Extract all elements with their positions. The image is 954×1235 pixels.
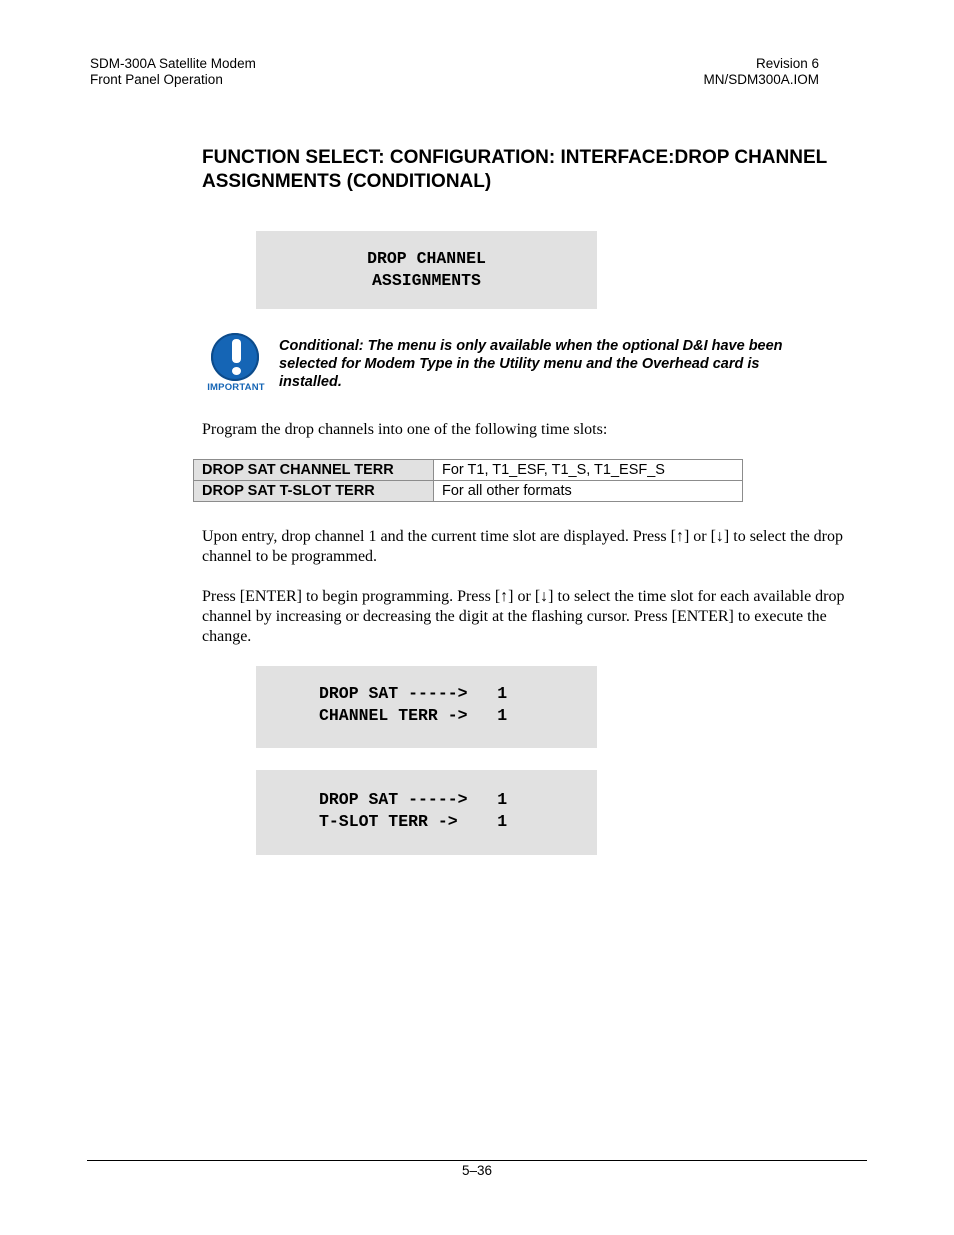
lcd-line-1: DROP SAT -----> 1 xyxy=(319,790,508,809)
lcd-line-2: ASSIGNMENTS xyxy=(372,270,481,290)
header-left xyxy=(90,56,256,88)
important-icon xyxy=(203,333,269,395)
page-number: 5–36 xyxy=(461,1163,493,1178)
important-note: Conditional: The menu is only available when the optional D&I have been selected for Modem Type in the Utility menu and the Overhead card is installed. xyxy=(279,338,783,390)
footer-divider xyxy=(87,1160,867,1161)
important-icon-label: IMPORTANT xyxy=(207,382,265,393)
section-title: FUNCTION SELECT: CONFIGURATION: INTERFACE:DROP CHANNEL ASSIGNMENTS (CONDITIONAL) xyxy=(202,147,827,192)
manual-number: MN/SDM300A.IOM xyxy=(703,72,819,87)
lcd-line-2: T-SLOT TERR -> 1 xyxy=(319,811,508,831)
table-cell-desc: For all other formats xyxy=(434,481,743,502)
lcd-display-drop-channel-menu xyxy=(256,231,597,309)
programming-paragraph: Press [ENTER] to begin programming. Press [↑] or [↓] to select the time slot for each available drop channel by increasing or decreasing the digit at the flashing cursor. Press [ENTER] to execute the change. xyxy=(202,588,845,645)
table-row xyxy=(194,460,743,481)
lcd-display-tslot-terr xyxy=(256,770,597,855)
table-cell-desc: For T1, T1_ESF, T1_S, T1_ESF_S xyxy=(434,460,743,481)
exclamation-circle-icon xyxy=(211,333,259,381)
table-cell-name: DROP SAT T-SLOT TERR xyxy=(194,481,434,502)
entry-paragraph: Upon entry, drop channel 1 and the current time slot are displayed. Press [↑] or [↓] to select the drop channel to be programmed. xyxy=(202,528,843,565)
lcd-line-1: DROP CHANNEL xyxy=(367,249,486,268)
doc-title: SDM-300A Satellite Modem xyxy=(90,56,256,71)
lcd-display-channel-terr xyxy=(256,666,597,748)
table-cell-name: DROP SAT CHANNEL TERR xyxy=(194,460,434,481)
revision-label: Revision 6 xyxy=(755,56,819,71)
time-slot-table xyxy=(193,459,743,502)
chapter-title: Front Panel Operation xyxy=(90,72,223,87)
header-right xyxy=(620,56,819,88)
lcd-line-1: DROP SAT -----> 1 xyxy=(319,684,508,703)
intro-paragraph: Program the drop channels into one of the following time slots: xyxy=(202,421,608,438)
lcd-line-2: CHANNEL TERR -> 1 xyxy=(319,705,508,725)
table-row xyxy=(194,481,743,502)
